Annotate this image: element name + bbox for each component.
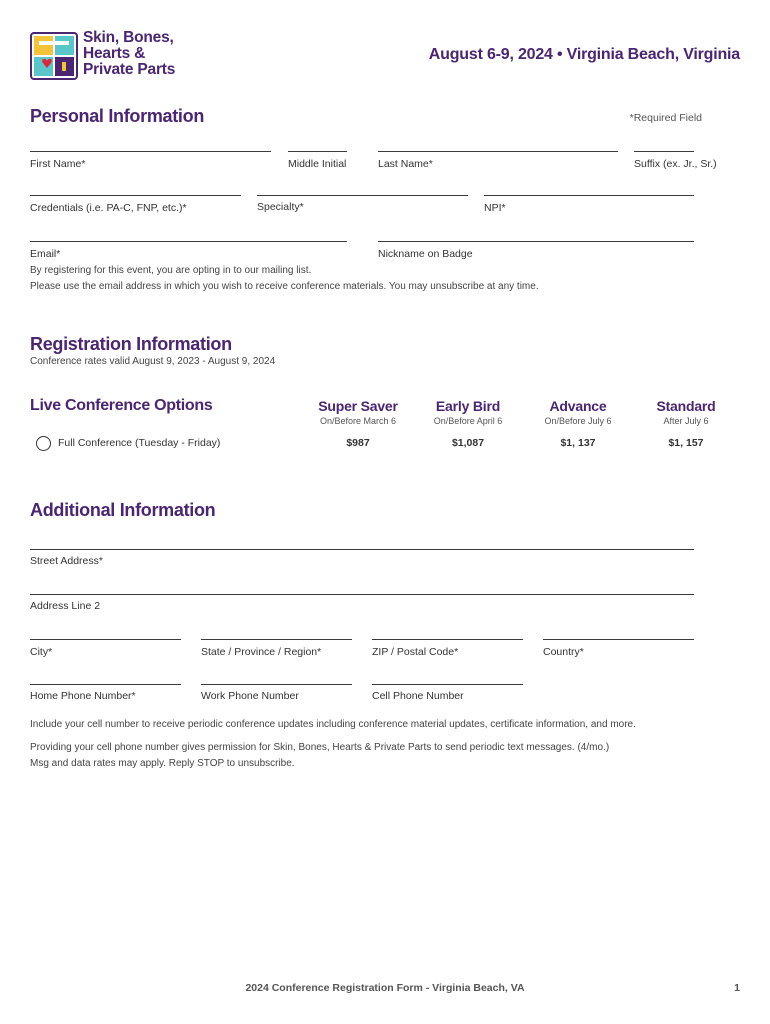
first-name-label: First Name* — [30, 158, 86, 170]
specialty-field[interactable] — [257, 195, 468, 196]
tier-super-saver: Super Saver — [318, 398, 398, 414]
brand-logo — [30, 30, 190, 82]
home-phone-label: Home Phone Number* — [30, 690, 136, 702]
cell-phone-label: Cell Phone Number — [372, 690, 464, 702]
work-phone-field[interactable] — [201, 684, 352, 685]
address-line-2-field[interactable] — [30, 594, 694, 595]
home-phone-field[interactable] — [30, 684, 181, 685]
required-field-note: *Required Field — [629, 112, 702, 124]
full-conference-radio[interactable] — [36, 436, 51, 451]
price-standard: $1, 157 — [668, 437, 704, 449]
email-usage-note: Please use the email address in which you wish to receive conference materials. You may unsubscribe at any time. — [30, 281, 539, 292]
tier-standard-deadline: After July 6 — [663, 416, 709, 426]
first-name-field[interactable] — [30, 151, 271, 152]
country-field[interactable] — [543, 639, 694, 640]
credentials-field[interactable] — [30, 195, 241, 196]
cell-phone-field[interactable] — [372, 684, 523, 685]
live-conference-options-title: Live Conference Options — [30, 397, 213, 414]
email-label: Email* — [30, 248, 61, 260]
footer-text: 2024 Conference Registration Form - Virginia Beach, VA — [245, 982, 525, 994]
personal-info-title: Personal Information — [30, 106, 205, 126]
tier-super-saver-deadline: On/Before March 6 — [319, 416, 397, 426]
zip-label: ZIP / Postal Code* — [372, 646, 459, 658]
logo-mark-icon — [30, 32, 78, 80]
city-label: City* — [30, 646, 53, 658]
rates-apply-note: Msg and data rates may apply. Reply STOP to unsubscribe. — [30, 758, 295, 769]
suffix-label: Suffix (ex. Jr., Sr.) — [634, 158, 717, 170]
street-address-field[interactable] — [30, 549, 694, 550]
npi-label: NPI* — [484, 202, 506, 214]
npi-field[interactable] — [484, 195, 694, 196]
last-name-field[interactable] — [378, 151, 618, 152]
zip-field[interactable] — [372, 639, 523, 640]
specialty-label: Specialty* — [257, 201, 304, 213]
work-phone-label: Work Phone Number — [201, 690, 299, 702]
price-early-bird: $1,087 — [451, 437, 485, 449]
price-super-saver: $987 — [346, 437, 370, 449]
middle-initial-label: Middle Initial — [288, 158, 347, 170]
tier-early-bird: Early Bird — [435, 398, 501, 414]
state-label: State / Province / Region* — [201, 646, 322, 658]
tier-advance: Advance — [549, 398, 607, 414]
middle-initial-field[interactable] — [288, 151, 347, 152]
tier-standard: Standard — [656, 398, 716, 414]
event-date-location: August 6-9, 2024 • Virginia Beach, Virginia — [428, 46, 740, 63]
opt-in-note: By registering for this event, you are opting in to our mailing list. — [30, 265, 312, 276]
price-advance: $1, 137 — [560, 437, 596, 449]
registration-info-title: Registration Information — [30, 334, 232, 354]
last-name-label: Last Name* — [378, 158, 433, 170]
nickname-label: Nickname on Badge — [378, 248, 473, 260]
text-permission-note: Providing your cell phone number gives permission for Skin, Bones, Hearts & Private Parts to send periodic text messages. (4/mo.) — [30, 742, 610, 753]
rates-valid-note: Conference rates valid August 9, 2023 - August 9, 2024 — [30, 356, 276, 367]
cell-number-note: Include your cell number to receive periodic conference updates including conference material updates, certificate information, and more. — [30, 719, 636, 730]
additional-info-title: Additional Information — [30, 500, 216, 520]
nickname-field[interactable] — [378, 241, 694, 242]
full-conference-label: Full Conference (Tuesday - Friday) — [58, 437, 221, 449]
tier-early-bird-deadline: On/Before April 6 — [433, 416, 503, 426]
suffix-field[interactable] — [634, 151, 694, 152]
logo-text: Skin, Bones, Hearts & Private Parts — [83, 29, 176, 78]
page-number: 1 — [734, 982, 740, 994]
street-address-label: Street Address* — [30, 555, 103, 567]
city-field[interactable] — [30, 639, 181, 640]
credentials-label: Credentials (i.e. PA-C, FNP, etc.)* — [30, 202, 187, 214]
email-field[interactable] — [30, 241, 347, 242]
country-label: Country* — [543, 646, 584, 658]
address-line-2-label: Address Line 2 — [30, 600, 101, 612]
tier-advance-deadline: On/Before July 6 — [544, 416, 612, 426]
state-field[interactable] — [201, 639, 352, 640]
